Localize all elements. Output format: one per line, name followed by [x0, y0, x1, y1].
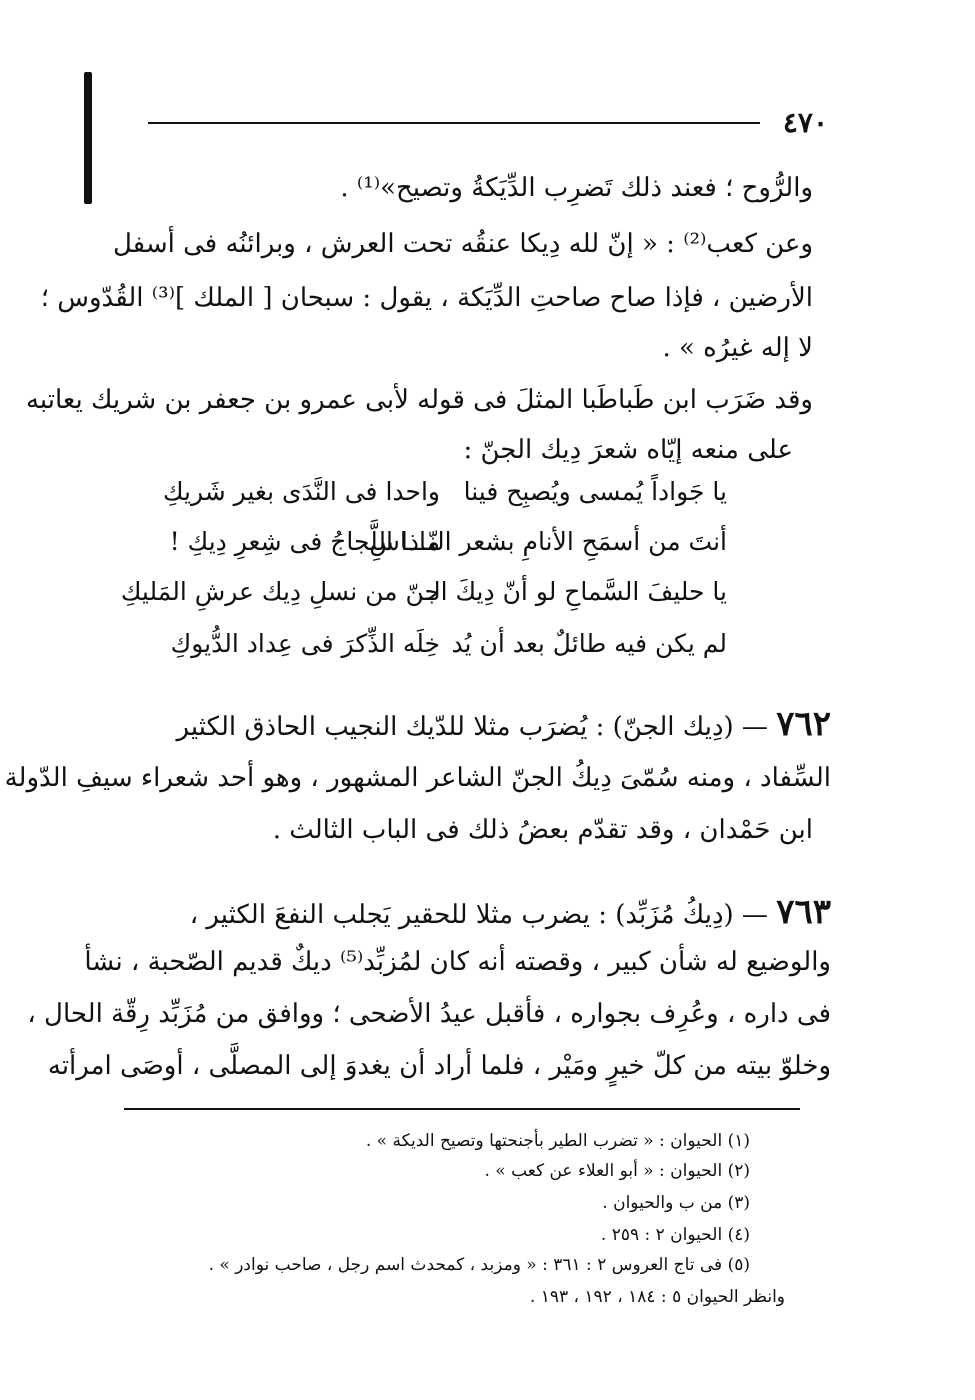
footnote: (٤) الحيوان ٢ : ٢٥٩ . [600, 1225, 750, 1245]
margin-mark [84, 72, 92, 204]
entry-separator: — [733, 900, 768, 930]
body-line: لا إله غيرُه » . [662, 333, 813, 363]
verse-second-hemistich: جنّ من نسلِ دِيك عرشِ المَليكِ [120, 577, 440, 606]
verse-second-hemistich: ماذا اللَّجاجُ فى شِعرِ دِيكِ ! [169, 527, 440, 556]
body-line: الأرضين ، فإذا صاح صاحتِ الدِّيَكة ، يقول : سبحان [ الملك ]⁽³⁾ القُدّوس ؛ [40, 283, 813, 313]
verse-first-hemistich: يا جَواداً يُمسى ويُصبِح فينا [463, 477, 727, 506]
footnote: وانظر الحيوان ٥ : ١٨٤ ، ١٩٢ ، ١٩٣ . [529, 1287, 785, 1307]
body-line: والوضيع له شأن كبير ، وقصته أنه كان لمُزبِّد⁽⁵⁾ ديكٌ قديم الصّحبة ، نشأ [84, 947, 831, 977]
footnote: (٥) فى تاج العروس ٢ : ٣٦١ : « ومزبد ، كمحدث اسم رجل ، صاحب نوادر » . [208, 1255, 750, 1275]
body-line: وخلوّ بيته من كلّ خيرٍ ومَيْر ، فلما أراد أن يغدوَ إلى المصلَّى ، أوصَى امرأته [47, 1051, 831, 1081]
entry-separator: — [733, 712, 768, 742]
verse-first-hemistich: يا حليفَ السَّماحِ لو أنّ دِيكَ الـ [425, 577, 727, 606]
header-rule [148, 122, 760, 124]
footnote: (٣) من ب والحيوان . [602, 1193, 750, 1213]
footnote-rule [124, 1108, 800, 1110]
entry-heading [141, 702, 831, 746]
body-line: على منعه إيّاه شعرَ دِيك الجنّ : [463, 435, 793, 465]
body-line: والرُّوح ؛ فعند ذلك تَضرِب الدِّيَكةُ وتصيح»⁽¹⁾ . [340, 173, 813, 203]
body-line: السِّفاد ، ومنه سُمّىَ دِيكُ الجنّ الشاعر المشهور ، وهو أحد شعراء سيفِ الدّولة [4, 763, 831, 793]
entry-number: ٧٦٢ [776, 704, 831, 744]
entry-heading [141, 890, 831, 934]
body-line: ابن حَمْدان ، وقد تقدّم بعضُ ذلك فى الباب الثالث . [272, 815, 813, 845]
page-number: ٤٧٠ [782, 106, 828, 139]
verse-second-hemistich: واحدا فى النَّدَى بغير شَريكِ [162, 477, 440, 506]
body-line: فى داره ، وعُرِف بجواره ، فأقبل عيدُ الأضحى ؛ ووافق من مُزَبِّد رِقّة الحال ، [27, 999, 831, 1029]
verse-first-hemistich: لم يكن فيه طائلٌ بعد أن يُد [451, 629, 727, 658]
entry-number: ٧٦٣ [776, 892, 831, 932]
entry-text: (دِيك الجنّ) : يُضرَب مثلا للدّيك النجيب الحاذق الكثير [176, 712, 734, 742]
footnote: (١) الحيوان : « تضرب الطير بأجنحتها وتصيح الديكة » . [365, 1131, 750, 1151]
body-line: وعن كعب⁽²⁾ : « إنّ لله دِيكا عنقُه تحت العرش ، وبرائنُه فى أسفل [112, 229, 813, 259]
body-line: وقد ضَرَب ابن طَباطَبا المثلَ فى قوله لأبى عمرو بن جعفر بن شريك يعاتبه [25, 385, 813, 415]
footnote: (٢) الحيوان : « أبو العلاء عن كعب » . [484, 1161, 750, 1181]
verse-first-hemistich: أنتَ من أسمَحِ الأنامِ بشعر النّـــاسِ [369, 527, 727, 556]
entry-text: (دِيكُ مُزَبِّد) : يضرب مثلا للحقير يَجلب النفعَ الكثير ، [189, 900, 734, 930]
verse-second-hemistich: خِلَه الذِّكرَ فى عِداد الدُّيوكِ [170, 629, 440, 658]
